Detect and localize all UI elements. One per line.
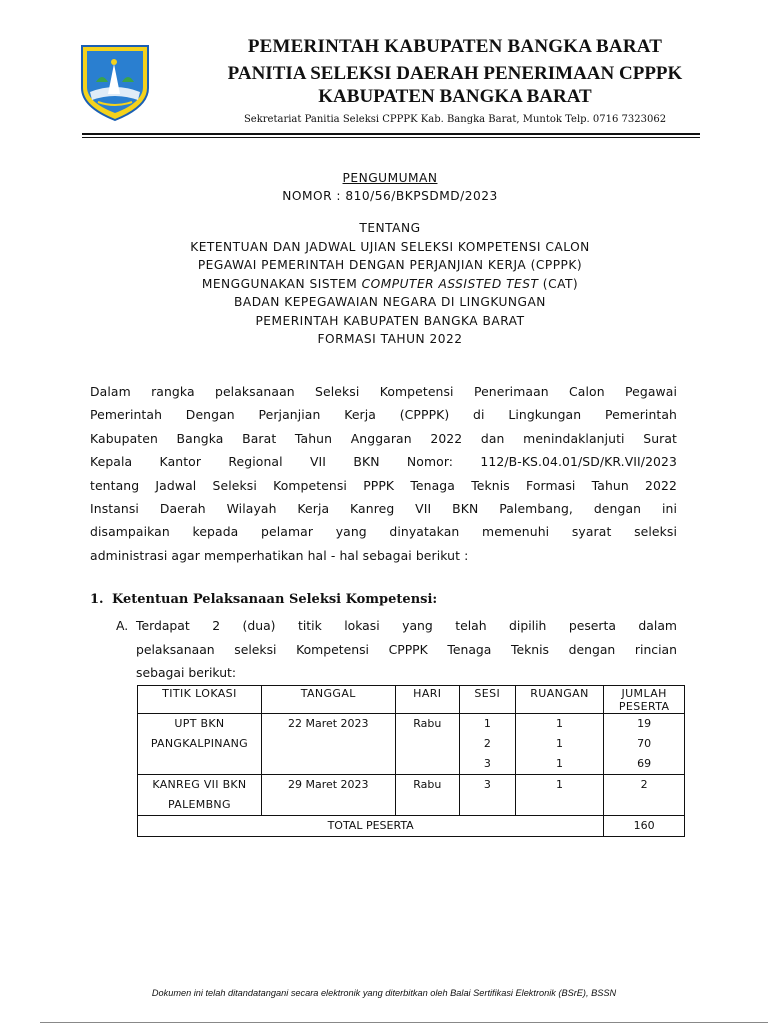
table-row: [138, 714, 685, 775]
header-date: TANGGAL: [261, 686, 395, 714]
header-count: JUMLAH PESERTA: [604, 686, 685, 714]
announcement-number: NOMOR : 810/56/BKPSDMD/2023: [282, 189, 498, 203]
location-schedule-table: [137, 685, 685, 837]
cell-day: Rabu: [395, 775, 459, 816]
cell-day: Rabu: [395, 714, 459, 775]
total-value: 160: [604, 816, 685, 837]
cell-location: UPT BKN PANGKALPINANG: [138, 714, 262, 775]
section-1-item-a: [116, 614, 677, 685]
esignature-footer: Dokumen ini telah ditandatangani secara elektronik yang diterbitkan oleh Balai Sertifikasi Elektronik (BSrE), BSSN: [151, 988, 617, 998]
subject-line-2: PEGAWAI PEMERINTAH DENGAN PERJANJIAN KERJA (CPPPK): [197, 258, 583, 272]
section-number: 1.: [90, 592, 104, 607]
cell-room: 1 1 1: [515, 714, 604, 775]
subject-about: TENTANG: [359, 221, 421, 235]
cell-count: 19 70 69: [604, 714, 685, 775]
section-1-heading: [90, 592, 437, 607]
cell-count: 2: [604, 775, 685, 816]
letterhead-rule-thin: [82, 137, 700, 138]
table-total-row: [138, 816, 685, 837]
regency-logo: [78, 42, 152, 122]
letterhead-line1: PEMERINTAH KABUPATEN BANGKA BARAT: [247, 36, 663, 57]
header-location: TITIK LOKASI: [138, 686, 262, 714]
letterhead-address: Sekretariat Panitia Seleksi CPPPK Kab. Bangka Barat, Muntok Telp. 0716 7323062: [243, 114, 667, 125]
page-bottom-rule: [40, 1022, 768, 1023]
letterhead-line2: PANITIA SELEKSI DAERAH PENERIMAAN CPPPK: [227, 63, 683, 84]
announcement-title: PENGUMUMAN: [342, 171, 438, 185]
subject-line-6: FORMASI TAHUN 2022: [317, 332, 463, 346]
table-header-row: [138, 686, 685, 714]
cell-date: 22 Maret 2023: [261, 714, 395, 775]
body-paragraph: Dalam rangka pelaksanaan Seleksi Kompetensi Penerimaan Calon Pegawai Pemerintah Dengan Perjanjian Kerja (CPPPK) di Lingkungan Pemerintah Kabupaten Bangka Barat Tahun Anggaran 2022 dan menindaklanjuti Surat Kepala Kantor Regional VII BKN Nomor: 112/B-KS.04.01/SD/KR.VII/2023 tentang Jadwal Seleksi Kompetensi PPPK Tenaga Teknis Formasi Tahun 2022 Instansi Daerah Wilayah Kerja Kanreg VII BKN Palembang, dengan ini disampaikan kepada pelamar yang dinyatakan memenuhi syarat seleksi administrasi agar memperhatikan hal - hal sebagai berikut :: [90, 384, 677, 563]
subject-line-4: BADAN KEPEGAWAIAN NEGARA DI LINGKUNGAN: [234, 295, 546, 309]
header-session: SESI: [459, 686, 515, 714]
section-title: Ketentuan Pelaksanaan Seleksi Kompetensi:: [112, 592, 438, 607]
item-letter: A.: [116, 618, 129, 633]
item-text: Terdapat 2 (dua) titik lokasi yang telah dipilih peserta dalam pelaksanaan seleksi Kompetensi CPPPK Tenaga Teknis dengan rincian sebagai berikut:: [136, 618, 677, 680]
header-room: RUANGAN: [515, 686, 604, 714]
cell-room: 1: [515, 775, 604, 816]
cell-session: 3: [459, 775, 515, 816]
letterhead-line3: KABUPATEN BANGKA BARAT: [318, 86, 592, 107]
cell-location: KANREG VII BKN PALEMBNG: [138, 775, 262, 816]
cell-session: 1 2 3: [459, 714, 515, 775]
subject-line-5: PEMERINTAH KABUPATEN BANGKA BARAT: [255, 313, 525, 328]
letterhead-rule-thick: [82, 133, 700, 135]
announcement-subject: [80, 219, 700, 349]
subject-line-3: MENGGUNAKAN SISTEM COMPUTER ASSISTED TEST (CAT): [201, 276, 579, 291]
total-label: TOTAL PESERTA: [138, 816, 604, 837]
table-row: [138, 775, 685, 816]
subject-line-1: KETENTUAN DAN JADWAL UJIAN SELEKSI KOMPETENSI CALON: [190, 239, 590, 254]
header-day: HARI: [395, 686, 459, 714]
cell-date: 29 Maret 2023: [261, 775, 395, 816]
